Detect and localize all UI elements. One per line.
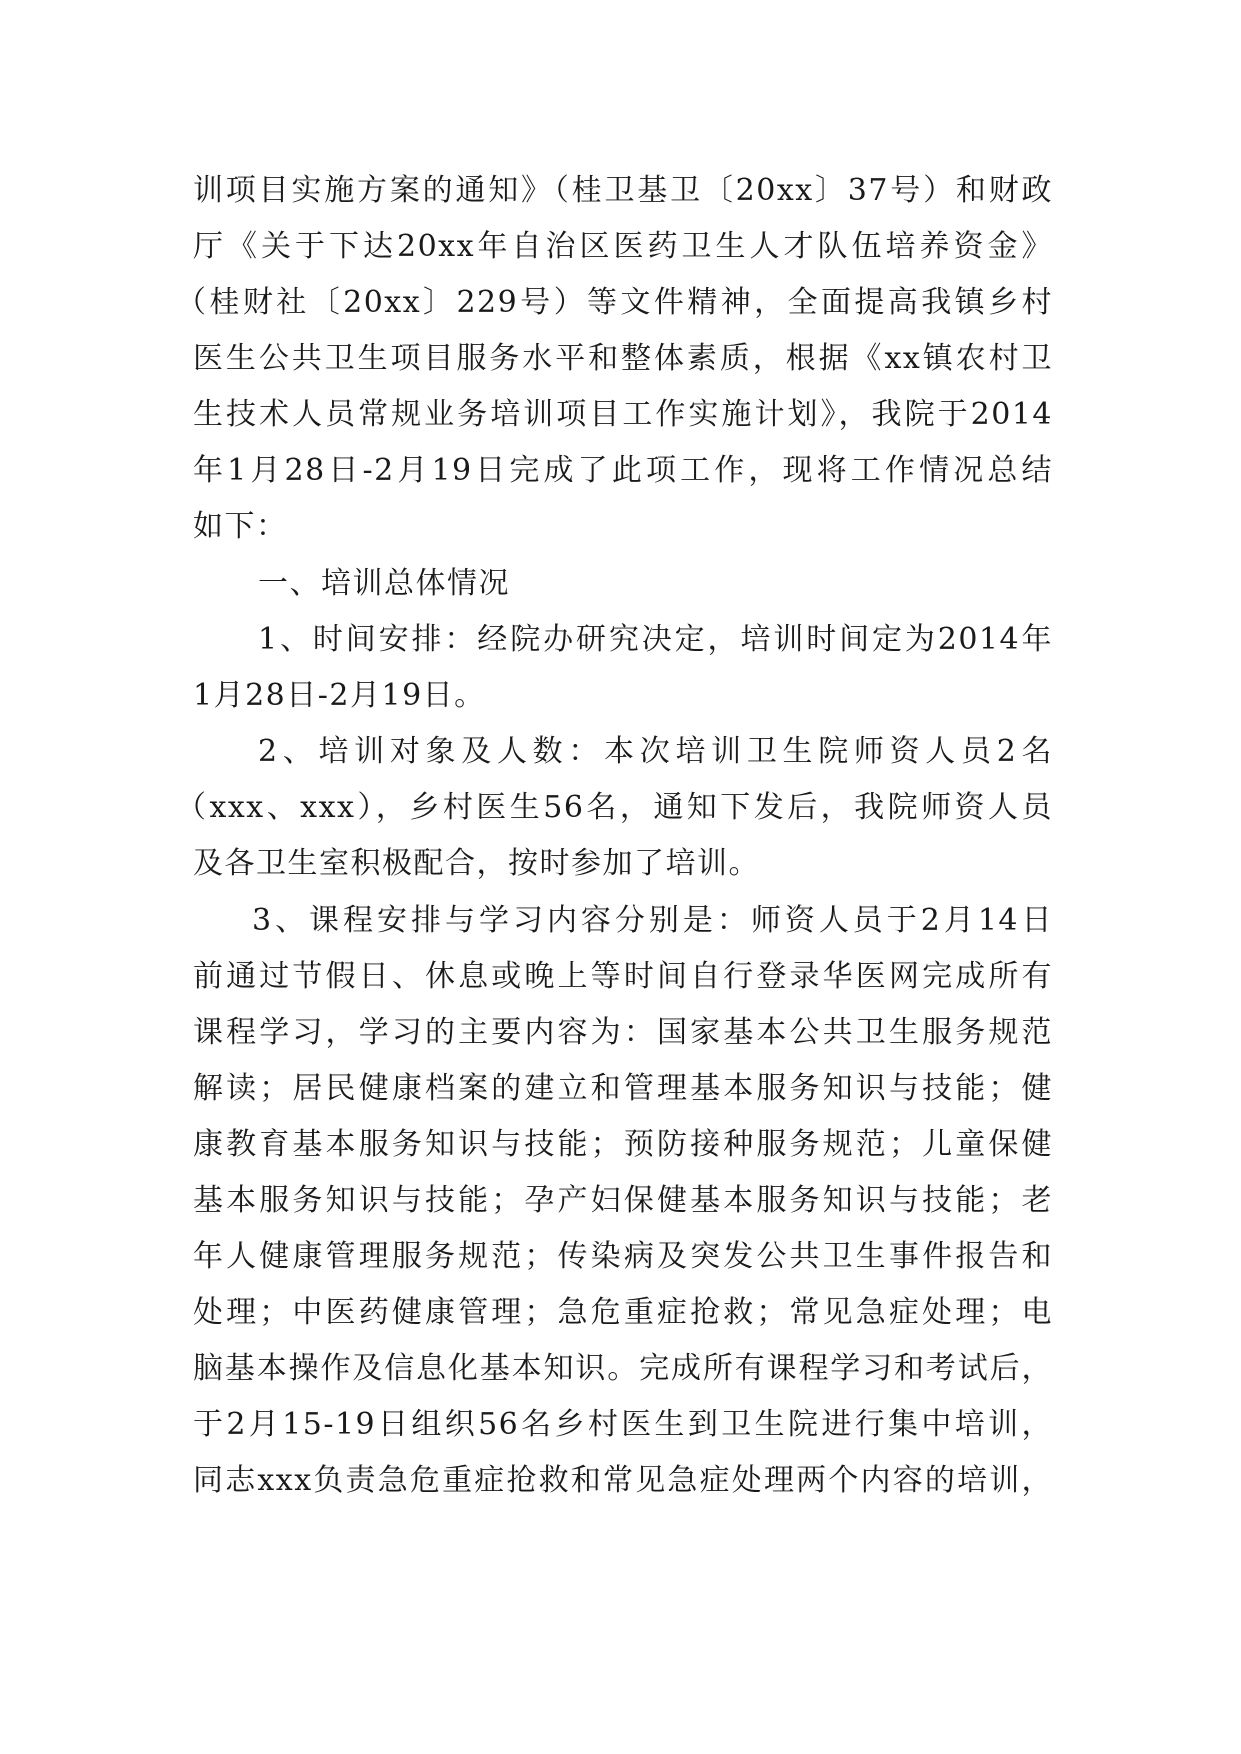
text-line-20: 年人健康管理服务规范；传染病及突发公共卫生事件报告和 [193, 1239, 1053, 1274]
text-line-21: 处理；中医药健康管理；急危重症抢救；常见急症处理；电 [193, 1295, 1053, 1330]
text-line-1: 训项目实施方案的通知》（桂卫基卫〔20xx〕37号）和财政 [193, 173, 1053, 208]
text-line-23: 于2月15-19日组织56名乡村医生到卫生院进行集中培训， [193, 1407, 1053, 1442]
text-line-18: 康教育基本服务知识与技能；预防接种服务规范；儿童保健 [193, 1127, 1053, 1162]
text-line-17: 解读；居民健康档案的建立和管理基本服务知识与技能；健 [193, 1071, 1053, 1106]
text-line-12: （xxx、xxx），乡村医生56名，通知下发后，我院师资人员 [176, 790, 1053, 825]
text-line-3: （桂财社〔20xx〕229号）等文件精神，全面提高我镇乡村 [176, 285, 1053, 320]
text-line-13: 及各卫生室积极配合，按时参加了培训。 [193, 846, 760, 881]
text-line-4: 医生公共卫生项目服务水平和整体素质，根据《xx镇农村卫 [193, 341, 1053, 376]
text-line-24: 同志xxx负责急危重症抢救和常见急症处理两个内容的培训， [193, 1463, 1053, 1498]
text-line-11: 2、培训对象及人数：本次培训卫生院师资人员2名 [258, 734, 1053, 769]
text-line-9: 1、时间安排：经院办研究决定，培训时间定为2014年 [258, 622, 1053, 657]
text-line-14: 3、课程安排与学习内容分别是：师资人员于2月14日 [252, 903, 1053, 938]
text-line-19: 基本服务知识与技能；孕产妇保健基本服务知识与技能；老 [193, 1183, 1053, 1218]
text-line-2: 厅《关于下达20xx年自治区医药卫生人才队伍培养资金》 [193, 229, 1053, 264]
text-line-15: 前通过节假日、休息或晚上等时间自行登录华医网完成所有 [193, 959, 1053, 994]
section-heading: 一、培训总体情况 [258, 566, 510, 601]
text-line-22: 脑基本操作及信息化基本知识。完成所有课程学习和考试后， [193, 1351, 1053, 1386]
text-line-16: 课程学习，学习的主要内容为：国家基本公共卫生服务规范 [193, 1015, 1053, 1050]
text-line-10: 1月28日-2月19日。 [193, 678, 486, 713]
text-line-6: 年1月28日-2月19日完成了此项工作，现将工作情况总结 [193, 453, 1053, 488]
text-line-7: 如下： [193, 509, 288, 544]
text-line-5: 生技术人员常规业务培训项目工作实施计划》，我院于2014 [193, 397, 1053, 432]
